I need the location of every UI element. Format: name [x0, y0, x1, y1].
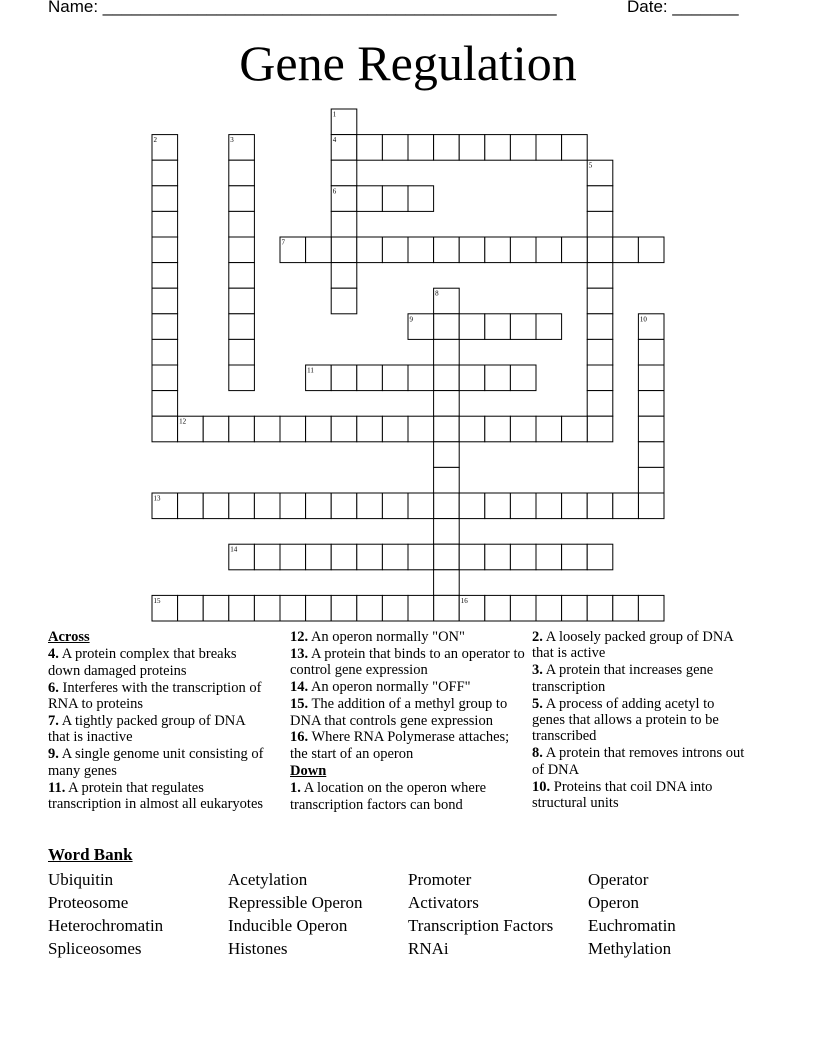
crossword-cell[interactable]: [587, 211, 613, 237]
crossword-cell[interactable]: [229, 493, 255, 519]
crossword-cell[interactable]: [459, 314, 485, 340]
down-clue-list-continued: [532, 629, 750, 811]
crossword-cell[interactable]: [587, 314, 613, 340]
word-bank-item: Operator: [588, 870, 649, 889]
crossword-cell[interactable]: [562, 416, 588, 442]
word-bank-item: RNAi: [408, 939, 449, 958]
crossword-cell[interactable]: [331, 595, 357, 621]
clue-number-label: 15: [153, 596, 161, 605]
clue-number-label: 5: [588, 161, 593, 170]
clue-number: 7.: [48, 713, 59, 730]
crossword-cell[interactable]: [434, 339, 460, 365]
clue-number-label: 4: [332, 136, 337, 145]
crossword-cell[interactable]: [152, 391, 178, 417]
clue-item: [532, 629, 750, 662]
crossword-cell[interactable]: [152, 314, 178, 340]
crossword-cell[interactable]: [536, 544, 562, 570]
crossword-cell[interactable]: [485, 416, 511, 442]
crossword-cell[interactable]: [382, 186, 408, 212]
crossword-cell[interactable]: [459, 365, 485, 391]
name-line[interactable]: Name: ________________________________________________: [48, 0, 557, 16]
word-bank-column: [408, 868, 553, 960]
word-bank-column: [228, 868, 363, 960]
crossword-cell[interactable]: [434, 467, 460, 493]
clue-text: Where RNA Polymerase attaches; the start of an operon: [290, 729, 510, 762]
crossword-cell[interactable]: [152, 263, 178, 289]
clue-number-label: 3: [230, 136, 234, 145]
clue-number: 9.: [48, 746, 59, 763]
word-bank-column: [48, 868, 163, 960]
crossword-cell[interactable]: [562, 135, 588, 161]
word-bank-item: Acetylation: [228, 870, 308, 889]
crossword-cell[interactable]: [203, 493, 229, 519]
crossword-cell[interactable]: [638, 391, 664, 417]
crossword-cell[interactable]: [562, 237, 588, 263]
word-bank-item: Inducible Operon: [228, 916, 348, 935]
crossword-cell[interactable]: [331, 365, 357, 391]
crossword-cell[interactable]: [306, 493, 332, 519]
crossword-cell[interactable]: [229, 339, 255, 365]
crossword-cell[interactable]: [459, 544, 485, 570]
clue-text: A location on the operon where transcription factors can bond: [290, 780, 487, 813]
clue-number-label: 14: [230, 545, 238, 554]
crossword-cell[interactable]: [382, 544, 408, 570]
clue-number: 6.: [48, 679, 59, 696]
clue-item: [48, 713, 270, 746]
crossword-cell[interactable]: [485, 365, 511, 391]
word-bank-item: Transcription Factors: [408, 916, 554, 935]
word-bank-item: Proteosome: [48, 893, 129, 912]
crossword-cell[interactable]: [306, 544, 332, 570]
crossword-cell[interactable]: [536, 595, 562, 621]
clue-number-label: 16: [460, 596, 468, 605]
clue-number: 15.: [290, 696, 309, 713]
crossword-cell[interactable]: [178, 493, 204, 519]
crossword-cell[interactable]: [485, 237, 511, 263]
word-bank-item: Operon: [588, 893, 639, 912]
crossword-cell[interactable]: [408, 544, 434, 570]
crossword-cell[interactable]: [152, 416, 178, 442]
crossword-cell[interactable]: [638, 237, 664, 263]
clue-number: 3.: [532, 662, 543, 679]
crossword-cell[interactable]: [178, 595, 204, 621]
word-bank-item: Histones: [228, 939, 288, 958]
crossword-cell[interactable]: [510, 237, 536, 263]
clue-text: A protein that increases gene transcription: [532, 662, 714, 695]
clue-number-label: 8: [435, 289, 439, 298]
crossword-cell[interactable]: [382, 493, 408, 519]
clue-text: An operon normally "OFF": [308, 679, 471, 696]
crossword-cell[interactable]: [434, 442, 460, 468]
crossword-cell[interactable]: [638, 595, 664, 621]
crossword-cell[interactable]: [408, 135, 434, 161]
clue-text: A tightly packed group of DNA that is inactive: [48, 713, 245, 746]
word-bank-item: Methylation: [588, 939, 672, 958]
crossword-cell[interactable]: [536, 237, 562, 263]
word-bank-item: Promoter: [408, 870, 472, 889]
clue-number-label: 10: [639, 315, 647, 324]
crossword-cell[interactable]: [638, 416, 664, 442]
crossword-cell[interactable]: [229, 416, 255, 442]
clue-number: 13.: [290, 645, 309, 662]
crossword-cell[interactable]: [536, 314, 562, 340]
crossword-cell[interactable]: [408, 237, 434, 263]
crossword-cell[interactable]: [510, 544, 536, 570]
clue-column-2: [290, 629, 526, 813]
crossword-cell[interactable]: [485, 595, 511, 621]
crossword-cell[interactable]: [280, 493, 306, 519]
crossword-cell[interactable]: [459, 493, 485, 519]
clue-item: [532, 745, 750, 778]
crossword-cell[interactable]: [152, 160, 178, 186]
crossword-cell[interactable]: [459, 135, 485, 161]
word-bank-item: Repressible Operon: [228, 893, 363, 912]
clue-number-label: 9: [409, 315, 413, 324]
crossword-cell[interactable]: [434, 416, 460, 442]
clue-number-label: 13: [153, 494, 161, 503]
clue-number-label: 11: [307, 366, 314, 375]
crossword-cell[interactable]: [638, 339, 664, 365]
crossword-cell[interactable]: [254, 493, 280, 519]
crossword-cell[interactable]: [331, 160, 357, 186]
across-clue-list-continued: [290, 629, 526, 762]
crossword-cell[interactable]: [357, 544, 383, 570]
clue-item: [532, 696, 750, 745]
clue-number-label: 12: [179, 417, 187, 426]
clue-number-label: 2: [153, 136, 157, 145]
crossword-cell[interactable]: [562, 544, 588, 570]
clue-item: [290, 679, 526, 695]
crossword-cell[interactable]: [152, 288, 178, 314]
across-clue-list: [48, 646, 270, 812]
crossword-cell[interactable]: [587, 186, 613, 212]
word-bank-item: Euchromatin: [588, 916, 676, 935]
crossword-cell[interactable]: [382, 237, 408, 263]
clue-number-label: 6: [332, 187, 337, 196]
crossword-cell[interactable]: [357, 135, 383, 161]
crossword-cell[interactable]: [485, 135, 511, 161]
clue-number: 4.: [48, 646, 59, 663]
crossword-cell[interactable]: [229, 314, 255, 340]
clue-text: A protein complex that breaks down damaged proteins: [48, 646, 237, 679]
crossword-cell[interactable]: [357, 595, 383, 621]
crossword-cell[interactable]: [434, 544, 460, 570]
crossword-cell[interactable]: [613, 237, 639, 263]
crossword-cell[interactable]: [434, 237, 460, 263]
crossword-cell[interactable]: [152, 339, 178, 365]
date-line[interactable]: Date: _______: [627, 0, 739, 16]
crossword-cell[interactable]: [587, 595, 613, 621]
crossword-cell[interactable]: [408, 365, 434, 391]
crossword-cell[interactable]: [254, 544, 280, 570]
crossword-cell[interactable]: [613, 595, 639, 621]
word-bank-item: Activators: [408, 893, 479, 912]
clue-number-label: 1: [332, 110, 337, 119]
crossword-cell[interactable]: [510, 135, 536, 161]
clue-text: An operon normally "ON": [308, 629, 465, 645]
clue-item: [48, 646, 270, 679]
clue-number: 16.: [290, 729, 309, 746]
crossword-cell[interactable]: [408, 493, 434, 519]
word-bank-item: Ubiquitin: [48, 870, 114, 889]
crossword-cell[interactable]: [434, 570, 460, 596]
crossword-cell[interactable]: [331, 288, 357, 314]
crossword-cell[interactable]: [510, 416, 536, 442]
crossword-cell[interactable]: [638, 493, 664, 519]
down-clue-list: [290, 780, 526, 813]
clue-item: [48, 746, 270, 779]
crossword-cell[interactable]: [203, 416, 229, 442]
crossword-cell[interactable]: [229, 186, 255, 212]
crossword-cell[interactable]: [382, 595, 408, 621]
crossword-cell[interactable]: [562, 493, 588, 519]
crossword-cell[interactable]: [331, 416, 357, 442]
crossword-cell[interactable]: [152, 365, 178, 391]
word-bank-item: Spliceosomes: [48, 939, 142, 958]
crossword-cell[interactable]: [434, 314, 460, 340]
crossword-cell[interactable]: [152, 237, 178, 263]
crossword-cell[interactable]: [510, 493, 536, 519]
crossword-cell[interactable]: [331, 263, 357, 289]
crossword-cell[interactable]: [357, 186, 383, 212]
crossword-cell[interactable]: [382, 416, 408, 442]
crossword-cell[interactable]: [331, 493, 357, 519]
crossword-cell[interactable]: [229, 160, 255, 186]
crossword-cell[interactable]: [434, 391, 460, 417]
crossword-cell[interactable]: [485, 314, 511, 340]
clue-number-label: 7: [281, 238, 285, 247]
crossword-cell[interactable]: [434, 519, 460, 545]
crossword-cell[interactable]: [357, 493, 383, 519]
crossword-cell[interactable]: [434, 493, 460, 519]
crossword-cell[interactable]: [587, 237, 613, 263]
word-bank-item: Heterochromatin: [48, 916, 164, 935]
crossword-cell[interactable]: [434, 595, 460, 621]
crossword-cell[interactable]: [434, 365, 460, 391]
crossword-cell[interactable]: [536, 493, 562, 519]
clue-number: 2.: [532, 629, 543, 645]
crossword-cell[interactable]: [229, 595, 255, 621]
crossword-cell[interactable]: [382, 365, 408, 391]
clue-number: 12.: [290, 629, 309, 645]
clue-item: [290, 646, 526, 679]
crossword-cell[interactable]: [280, 595, 306, 621]
crossword-cell[interactable]: [229, 211, 255, 237]
crossword-cell[interactable]: [280, 416, 306, 442]
clue-text: A protein that removes introns out of DNA: [532, 745, 745, 778]
crossword-cell[interactable]: [587, 544, 613, 570]
clue-text: A single genome unit consisting of many genes: [48, 746, 264, 779]
clue-text: A protein that regulates transcription in almost all eukaryotes: [48, 779, 264, 813]
clue-column-1: [48, 629, 270, 813]
clue-text: Interferes with the transcription of RNA to proteins: [48, 679, 262, 713]
clue-item: [48, 680, 270, 713]
clue-item: [532, 779, 750, 812]
crossword-cell[interactable]: [562, 595, 588, 621]
crossword-cell[interactable]: [357, 416, 383, 442]
crossword-cell[interactable]: [434, 135, 460, 161]
clue-text: A process of adding acetyl to genes that allows a protein to be transcribed: [532, 695, 719, 745]
crossword-cell[interactable]: [254, 416, 280, 442]
crossword-cell[interactable]: [229, 365, 255, 391]
crossword-cell[interactable]: [280, 544, 306, 570]
crossword-cell[interactable]: [587, 339, 613, 365]
crossword-cell[interactable]: [587, 263, 613, 289]
crossword-cell[interactable]: [229, 288, 255, 314]
crossword-cell[interactable]: [587, 416, 613, 442]
crossword-cell[interactable]: [587, 365, 613, 391]
crossword-cell[interactable]: [408, 416, 434, 442]
crossword-cell[interactable]: [203, 595, 229, 621]
crossword-cell[interactable]: [638, 442, 664, 468]
clue-item: [290, 780, 526, 813]
clue-number: 8.: [532, 745, 543, 762]
clue-number: 5.: [532, 695, 543, 712]
crossword-cell[interactable]: [331, 544, 357, 570]
crossword-cell[interactable]: [357, 365, 383, 391]
crossword-cell[interactable]: [587, 288, 613, 314]
clue-item: [290, 729, 526, 762]
clue-text: A loosely packed group of DNA that is active: [532, 629, 733, 662]
crossword-cell[interactable]: [587, 493, 613, 519]
clue-number: 11.: [48, 779, 66, 796]
page-title: Gene Regulation: [239, 35, 577, 91]
clue-text: Proteins that coil DNA into structural units: [532, 778, 713, 812]
down-heading: Down: [290, 762, 327, 779]
crossword-cell[interactable]: [306, 416, 332, 442]
crossword-cell[interactable]: [408, 595, 434, 621]
crossword-cell[interactable]: [229, 263, 255, 289]
crossword-cell[interactable]: [587, 391, 613, 417]
clue-number: 14.: [290, 679, 309, 696]
clue-column-3: [532, 629, 750, 812]
crossword-cell[interactable]: [306, 595, 332, 621]
clue-item: [290, 696, 526, 729]
clue-number: 1.: [290, 780, 301, 797]
clue-item: [48, 780, 270, 813]
crossword-cell[interactable]: [331, 211, 357, 237]
crossword-cell[interactable]: [510, 365, 536, 391]
crossword-cell[interactable]: [485, 493, 511, 519]
crossword-cell[interactable]: [382, 135, 408, 161]
clue-item: [532, 662, 750, 695]
crossword-cell[interactable]: [408, 186, 434, 212]
crossword-cell[interactable]: [254, 595, 280, 621]
across-heading: Across: [48, 629, 90, 645]
crossword-cell[interactable]: [229, 237, 255, 263]
crossword-cell[interactable]: [536, 135, 562, 161]
clue-text: A protein that binds to an operator to control gene expression: [290, 645, 525, 679]
crossword-cell[interactable]: [536, 416, 562, 442]
crossword-cell[interactable]: [306, 237, 332, 263]
crossword-cell[interactable]: [331, 237, 357, 263]
crossword-cell[interactable]: [459, 416, 485, 442]
clue-number: 10.: [532, 778, 551, 795]
crossword-cell[interactable]: [510, 314, 536, 340]
clue-text: The addition of a methyl group to DNA that controls gene expression: [290, 696, 508, 729]
crossword-cell[interactable]: [638, 365, 664, 391]
clue-item: [290, 629, 526, 645]
crossword-cell[interactable]: [510, 595, 536, 621]
word-bank-column: [588, 868, 676, 960]
word-bank-heading: Word Bank: [48, 845, 133, 864]
crossword-cell[interactable]: [152, 211, 178, 237]
crossword-cell[interactable]: [638, 467, 664, 493]
crossword-cell[interactable]: [613, 493, 639, 519]
crossword-cell[interactable]: [485, 544, 511, 570]
crossword-cell[interactable]: [459, 237, 485, 263]
crossword-cell[interactable]: [357, 237, 383, 263]
crossword-cell[interactable]: [152, 186, 178, 212]
